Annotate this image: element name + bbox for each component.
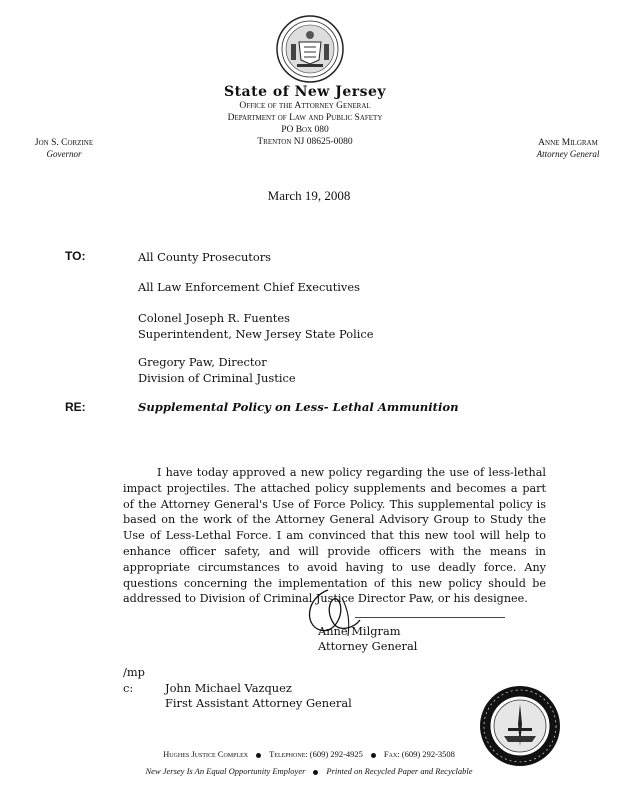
city-address: Trenton NJ 08625-0080 — [257, 137, 353, 147]
signature-line — [355, 617, 505, 618]
bullet-icon — [313, 770, 318, 775]
recipient-1 — [138, 249, 271, 265]
recipient-line: Superintendent, New Jersey State Police — [138, 327, 374, 341]
letter-date: March 19, 2008 — [267, 188, 351, 203]
footer-complex: Hughes Justice Complex — [163, 749, 249, 759]
recipient-3 — [138, 310, 374, 342]
re-label: RE: — [65, 400, 86, 414]
cc-block — [165, 681, 352, 711]
recipient-2 — [138, 279, 360, 295]
signature-block — [318, 624, 417, 654]
signer-name: Anne Milgram — [318, 624, 401, 638]
typist-initials: /mp — [123, 665, 145, 679]
recipient-line: Gregory Paw, Director — [138, 355, 267, 369]
body-paragraph: I have today approved a new policy regarding the use of less-lethal impact projectiles. The attached policy supplements and becomes a part of the Attorney General's Use of Force Policy. This supplemental policy is based on the work of the Attorney General Advisory Group to Study the Use of Less-Lethal Force. I am convinced that this new tool will help to enhance officer safety, and will provide officers with the means in appropriate circumstances to avoid having to use deadly force. Any questions concerning the implementation of this new policy should be addressed to Division of Criminal Justice Director Paw, or his designee. — [123, 466, 546, 606]
governor-title: Governor — [46, 149, 82, 159]
po-box: PO Box 080 — [281, 125, 329, 135]
cc-label: c: — [123, 681, 134, 695]
attorney-general-block — [522, 138, 614, 160]
subject-line: Supplemental Policy on Less- Lethal Ammunition — [138, 400, 459, 414]
recipient-line: Division of Criminal Justice — [138, 371, 296, 385]
recipient-4 — [138, 354, 296, 386]
letterhead — [130, 84, 480, 148]
bullet-icon — [256, 753, 261, 758]
cc-name: John Michael Vazquez — [165, 681, 292, 695]
footer-paper: Printed on Recycled Paper and Recyclable — [326, 766, 473, 776]
state-title: State of New Jersey — [223, 84, 387, 100]
footer-fax: Fax: (609) 292-3508 — [383, 749, 455, 759]
signer-title: Attorney General — [318, 639, 418, 653]
footer-telephone: Telephone: (609) 292-4925 — [269, 749, 363, 759]
governor-name: Jon S. Corzine — [34, 138, 94, 148]
office-name: Office of the Attorney General — [239, 101, 371, 111]
attorney-general-title: Attorney General — [536, 149, 600, 159]
bullet-icon — [371, 753, 376, 758]
department-name: Department of Law and Public Safety — [227, 113, 383, 123]
recipient-line: All Law Enforcement Chief Executives — [138, 280, 360, 294]
attorney-general-name: Anne Milgram — [538, 138, 598, 148]
state-seal — [275, 14, 345, 84]
cc-title: First Assistant Attorney General — [165, 696, 352, 710]
footer-contact — [0, 749, 618, 759]
recipient-line: All County Prosecutors — [138, 250, 272, 264]
footer-notice — [0, 766, 618, 776]
to-label: TO: — [65, 249, 86, 263]
governor-block — [4, 138, 124, 160]
footer-eoe: New Jersey Is An Equal Opportunity Employer — [145, 766, 306, 776]
recipient-line: Colonel Joseph R. Fuentes — [138, 311, 290, 325]
